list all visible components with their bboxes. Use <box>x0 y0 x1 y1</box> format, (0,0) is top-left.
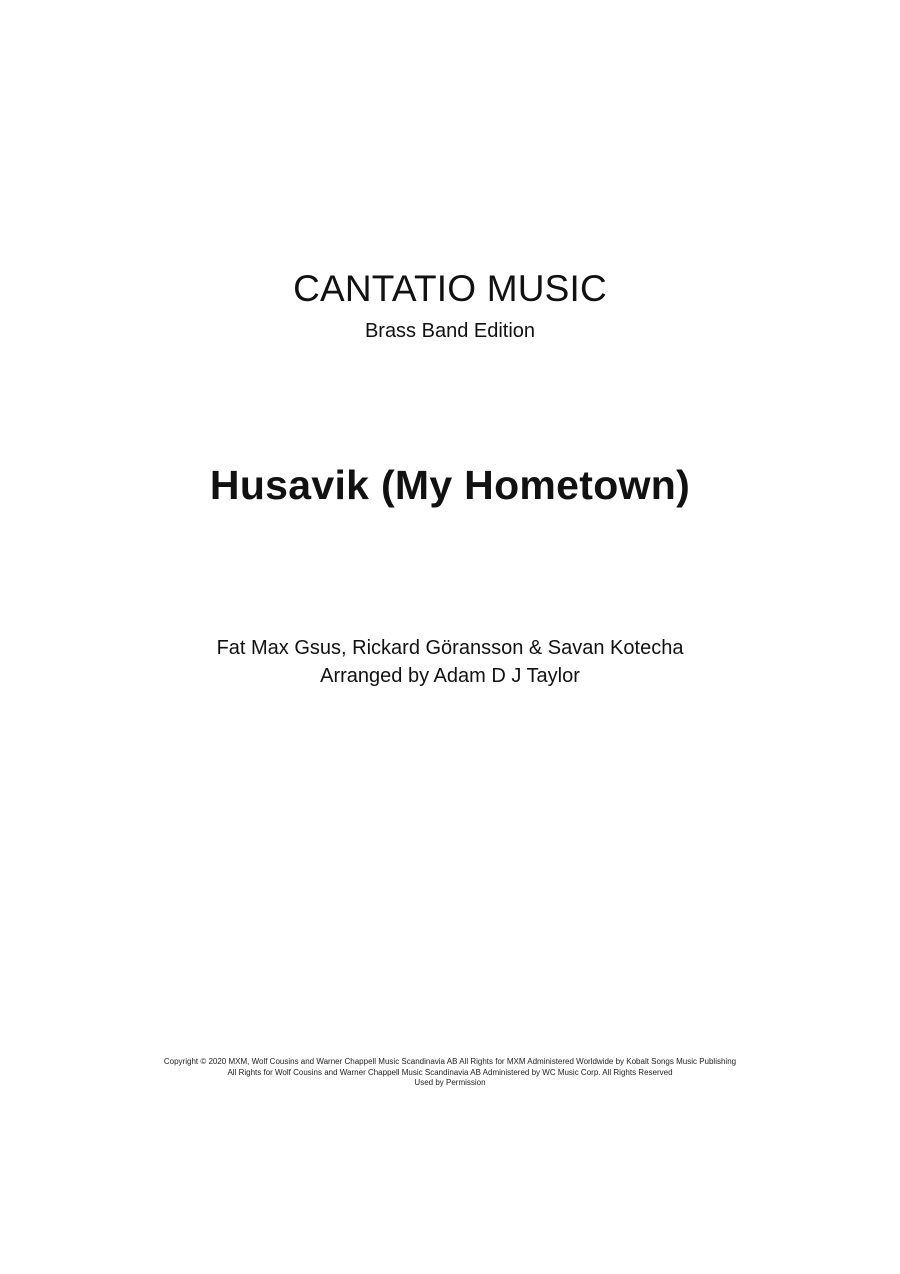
composer-credits: Fat Max Gsus, Rickard Göransson & Savan Kotecha <box>216 637 684 659</box>
piece-title: Husavik (My Hometown) <box>209 462 691 508</box>
arranger-credit: Arranged by Adam D J Taylor <box>320 665 580 687</box>
copyright-notice <box>0 1057 900 1089</box>
publisher-name: CANTATIO MUSIC <box>293 268 607 309</box>
permission-line: Used by Permission <box>414 1078 486 1087</box>
copyright-line: Copyright © 2020 MXM, Wolf Cousins and Warner Chappell Music Scandinavia AB All Rights for MXM Administered Worldwide by Kobalt Songs Music Publishing <box>163 1057 737 1066</box>
copyright-line: All Rights for Wolf Cousins and Warner Chappell Music Scandinavia AB Administered by WC Music Corp. All Rights Reserved <box>227 1067 673 1077</box>
edition-subtitle: Brass Band Edition <box>364 320 536 342</box>
